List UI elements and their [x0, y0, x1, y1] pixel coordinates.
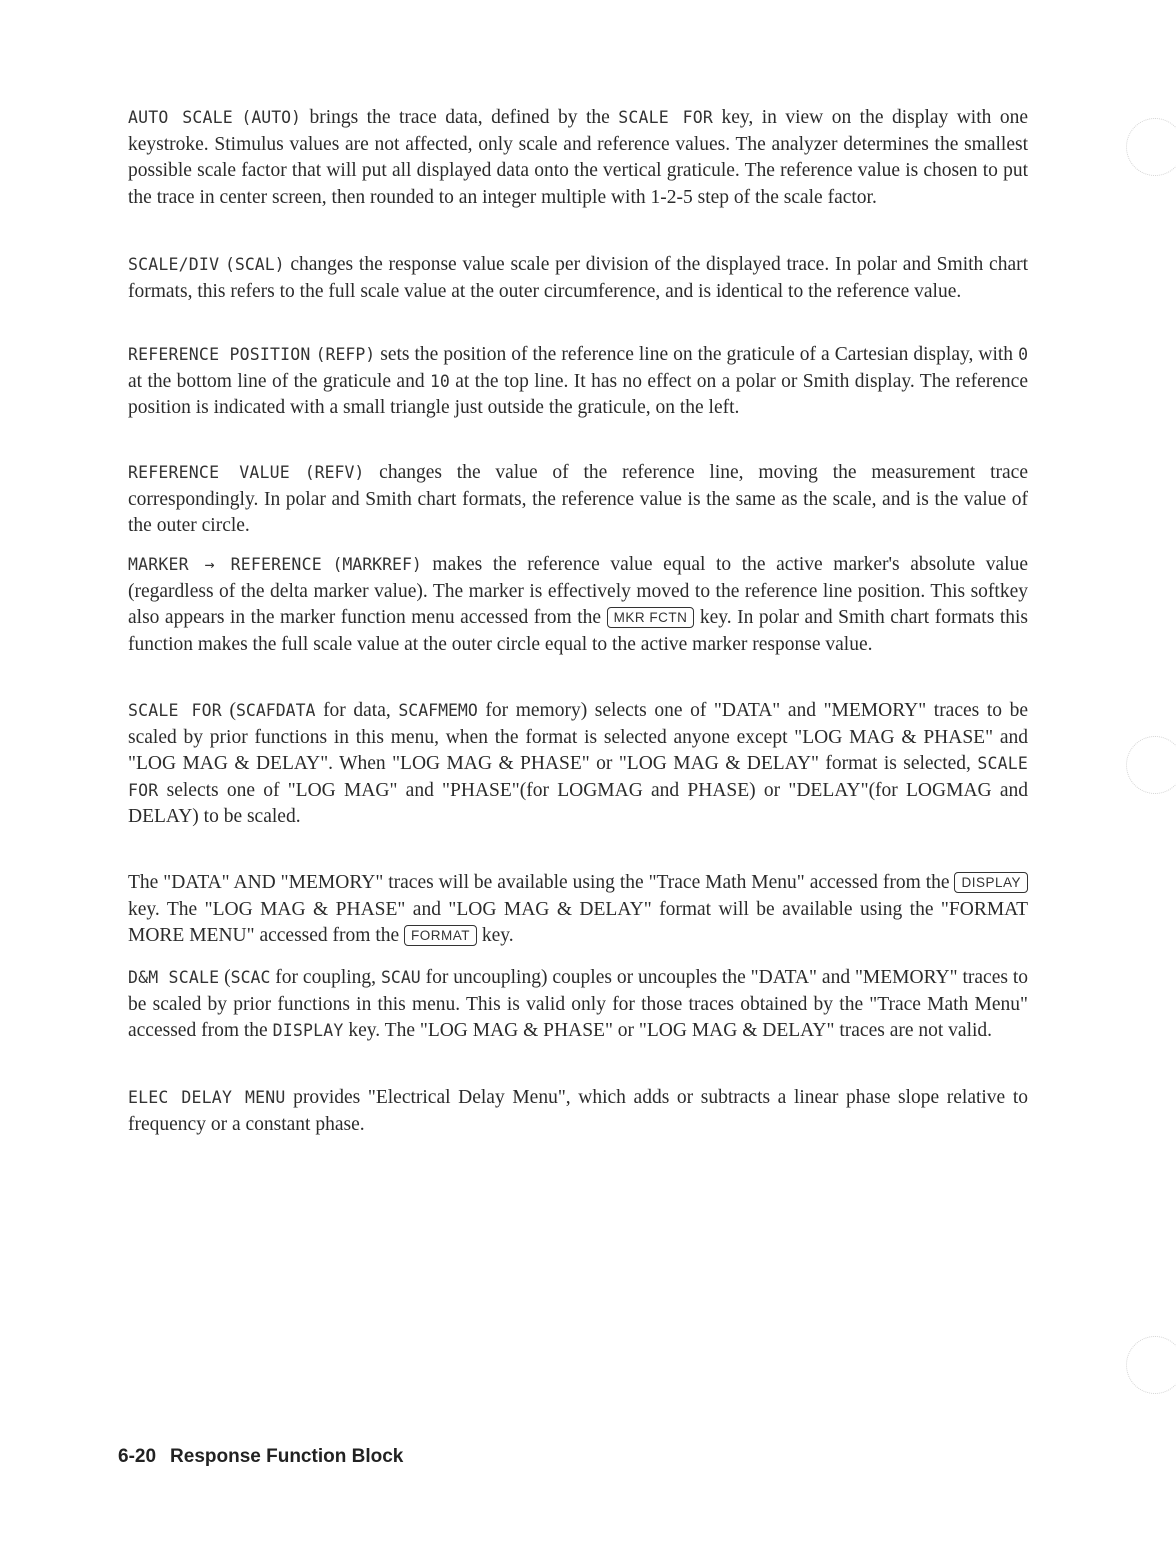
- value-zero: 0: [1018, 345, 1028, 364]
- paragraph-text: The "DATA" AND "MEMORY" traces will be available using the "Trace Math Menu" accessed from the: [128, 872, 955, 893]
- softkey-auto-scale: AUTO SCALE: [128, 108, 233, 127]
- punch-hole-mark: [1126, 118, 1176, 176]
- gpib-command-markref: (MARKREF): [332, 555, 422, 574]
- paragraph-scale-div: [128, 252, 1028, 305]
- paragraph-text: (: [219, 967, 231, 988]
- paragraph-reference-position: [128, 342, 1028, 422]
- gpib-command-refv: (REFV): [304, 463, 365, 482]
- paragraph-text: changes the value of the reference line, moving the measurement trace correspondingly. In polar and Smith chart formats, the reference value is the same as the scale, and is the value of the outer circle.: [128, 462, 1028, 537]
- paragraph-text: changes the response value scale per division of the displayed trace. In polar and Smith chart formats, this refers to the full scale value at the outer circumference, and is identical to the reference value.: [128, 254, 1029, 302]
- softkey-reference-value: REFERENCE VALUE: [128, 463, 290, 482]
- paragraph-text: for uncoupling) couples or uncouples the "DATA" and "MEMORY" traces to be scaled by prior functions in this menu. This is valid only for those traces obtained by the "Trace Math Menu" accessed from the: [128, 967, 1029, 1042]
- paragraph-text: provides "Electrical Delay Menu", which adds or subtracts a linear phase slope relative to frequency or a constant phase.: [128, 1087, 1028, 1135]
- paragraph-text: (: [221, 700, 236, 721]
- paragraph-text: key.: [477, 925, 514, 947]
- section-title: Response Function Block: [170, 1446, 404, 1467]
- paragraph-text: selects one of "LOG MAG" and "PHASE"(for LOGMAG and PHASE) or "DELAY"(for LOGMAG and DELAY) to be scaled.: [128, 779, 1028, 828]
- paragraph-text: key. In polar and Smith chart formats this function makes the full scale value at the outer circle equal to the active marker response value.: [128, 607, 1028, 655]
- gpib-command-scau: SCAU: [380, 968, 421, 987]
- softkey-scale-for: SCALE FOR: [618, 108, 714, 127]
- paragraph-text: sets the position of the reference line on the graticule of a Cartesian display, with: [375, 344, 1019, 365]
- paragraph-text: for memory) selects one of "DATA" and "MEMORY" traces to be scaled by prior functions in this menu, when the format is selected anyone except "LOG MAG & PHASE" and "LOG MAG & DELAY". When "LOG MAG & PHASE" or "LOG MAG & DELAY" format is selected,: [128, 700, 1028, 775]
- softkey-scale-for: SCALE FOR: [128, 701, 222, 720]
- paragraph-elec-delay: [128, 1085, 1028, 1138]
- punch-hole-mark: [1126, 1336, 1176, 1394]
- softkey-dm-scale: D&M SCALE: [128, 968, 220, 987]
- gpib-command-scafmemo: SCAFMEMO: [398, 701, 478, 720]
- softkey-marker-reference: MARKER → REFERENCE: [128, 555, 322, 574]
- softkey-scale-for: SCALE FOR: [128, 754, 1028, 800]
- paragraph-text: for data,: [315, 700, 399, 721]
- paragraph-marker-reference: [128, 552, 1028, 658]
- paragraph-auto-scale: [128, 105, 1028, 211]
- page-footer: [118, 1446, 403, 1468]
- hardkey-format: FORMAT: [404, 925, 477, 946]
- paragraph-text: key, in view on the display with one keystroke. Stimulus values are not affected, only scale and reference values. The analyzer determines the smallest possible scale factor that will put all displayed data onto the vertical graticule. The reference value is chosen to put the trace in center screen, then rounded to an integer multiple with 1-2-5 step of the scale factor.: [128, 107, 1029, 208]
- gpib-command-scac: SCAC: [230, 968, 271, 987]
- page-number: 6-20: [118, 1446, 157, 1467]
- paragraph-dm-scale: [128, 965, 1028, 1045]
- paragraph-text: key. The "LOG MAG & PHASE" and "LOG MAG & DELAY" format will be available using the "FORMAT MORE MENU" accessed from the: [128, 898, 1028, 947]
- softkey-scale-div: SCALE/DIV: [128, 255, 220, 274]
- paragraph-scale-for: [128, 698, 1028, 831]
- paragraph-text: at the top line. It has no effect on a polar or Smith display. The reference position is indicated with a small triangle just outside the graticule, on the left.: [128, 370, 1028, 419]
- gpib-command-scal: (SCAL): [224, 255, 285, 274]
- value-ten: 10: [429, 371, 450, 391]
- paragraph-text: brings the trace data, defined by the: [301, 107, 619, 128]
- softkey-reference-position: REFERENCE POSITION: [128, 345, 311, 364]
- paragraph-text: at the bottom line of the graticule and: [128, 370, 430, 392]
- paragraph-text: key. The "LOG MAG & PHASE" or "LOG MAG & DELAY" traces are not valid.: [343, 1020, 993, 1042]
- punch-hole-mark: [1126, 736, 1176, 794]
- gpib-command-auto: (AUTO): [241, 108, 301, 127]
- hardkey-display: DISPLAY: [954, 872, 1028, 893]
- paragraph-text: for coupling,: [270, 967, 381, 988]
- gpib-command-refp: (REFP): [315, 345, 376, 364]
- softkey-elec-delay-menu: ELEC DELAY MENU: [128, 1088, 286, 1107]
- paragraph-reference-value: [128, 460, 1028, 540]
- softkey-display: DISPLAY: [272, 1021, 344, 1041]
- hardkey-mkr-fctn: MKR FCTN: [607, 607, 695, 628]
- gpib-command-scafdata: SCAFDATA: [236, 701, 316, 720]
- paragraph-text: makes the reference value equal to the active marker's absolute value (regardless of the delta marker value). The marker is effectively moved to the reference line position. This softkey also appears in the marker function menu accessed from the: [128, 554, 1028, 629]
- paragraph-trace-math: [128, 870, 1028, 950]
